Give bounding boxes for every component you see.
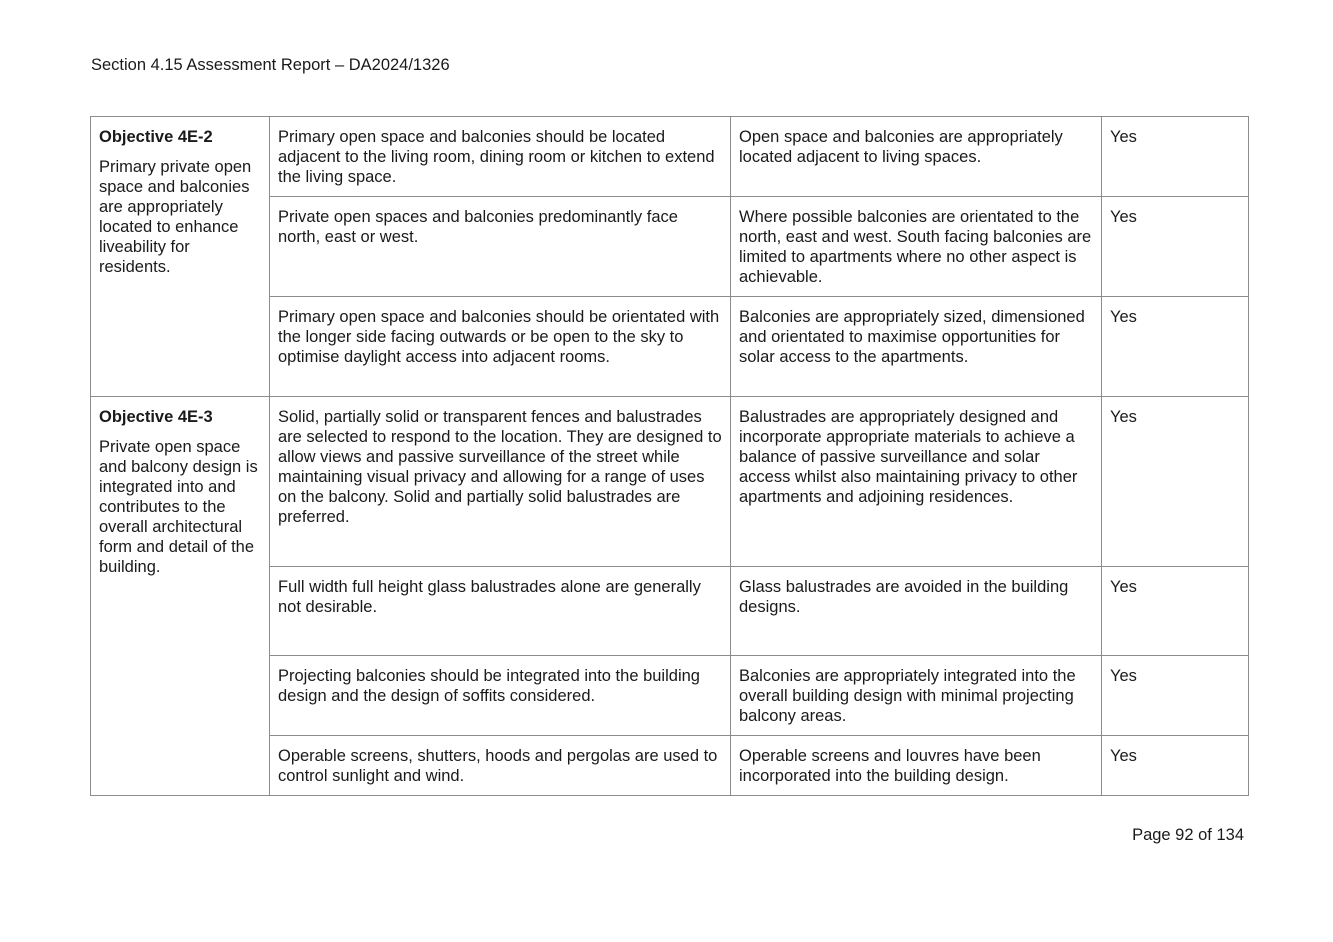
guidance-cell: Primary open space and balconies should be located adjacent to the living room, dining room or kitchen to extend the living space. [270, 117, 731, 197]
compliance-cell: Yes [1102, 197, 1249, 297]
compliance-cell: Yes [1102, 397, 1249, 567]
compliance-cell: Yes [1102, 736, 1249, 796]
guidance-cell: Operable screens, shutters, hoods and pergolas are used to control sunlight and wind. [270, 736, 731, 796]
comment-cell: Open space and balconies are appropriately located adjacent to living spaces. [731, 117, 1102, 197]
guidance-cell: Full width full height glass balustrades alone are generally not desirable. [270, 567, 731, 656]
comment-cell: Balconies are appropriately sized, dimensioned and orientated to maximise opportunities for solar access to the apartments. [731, 297, 1102, 397]
objective-description: Primary private open space and balconies are appropriately located to enhance liveability for residents. [99, 158, 252, 276]
guidance-cell: Projecting balconies should be integrated into the building design and the design of soffits considered. [270, 656, 731, 736]
comment-cell: Operable screens and louvres have been incorporated into the building design. [731, 736, 1102, 796]
page-header: Section 4.15 Assessment Report – DA2024/1326 [91, 56, 450, 74]
comment-cell: Where possible balconies are orientated to the north, east and west. South facing balconies are limited to apartments where no other aspect is achievable. [731, 197, 1102, 297]
comment-cell: Balustrades are appropriately designed and incorporate appropriate materials to achieve a balance of passive surveillance and solar access whilst also maintaining privacy to other apartments and adjoining residences. [731, 397, 1102, 567]
objective-title: Objective 4E-3 [99, 408, 213, 426]
guidance-cell: Private open spaces and balconies predominantly face north, east or west. [270, 197, 731, 297]
objective-cell [91, 397, 270, 796]
page-number: Page 92 of 134 [1132, 826, 1244, 844]
comment-cell: Glass balustrades are avoided in the building designs. [731, 567, 1102, 656]
objective-description: Private open space and balcony design is integrated into and contributes to the overall architectural form and detail of the building. [99, 438, 258, 576]
comment-cell: Balconies are appropriately integrated into the overall building design with minimal projecting balcony areas. [731, 656, 1102, 736]
objective-title: Objective 4E-2 [99, 128, 213, 146]
table-row [91, 397, 1249, 567]
compliance-cell: Yes [1102, 117, 1249, 197]
guidance-cell: Solid, partially solid or transparent fences and balustrades are selected to respond to the location. They are designed to allow views and passive surveillance of the street while maintaining visual privacy and allowing for a range of uses on the balcony. Solid and partially solid balustrades are preferred. [270, 397, 731, 567]
guidance-cell: Primary open space and balconies should be orientated with the longer side facing outwards or be open to the sky to optimise daylight access into adjacent rooms. [270, 297, 731, 397]
assessment-table [90, 116, 1249, 796]
compliance-cell: Yes [1102, 567, 1249, 656]
compliance-cell: Yes [1102, 297, 1249, 397]
objective-cell [91, 117, 270, 397]
compliance-cell: Yes [1102, 656, 1249, 736]
table-row [91, 117, 1249, 197]
